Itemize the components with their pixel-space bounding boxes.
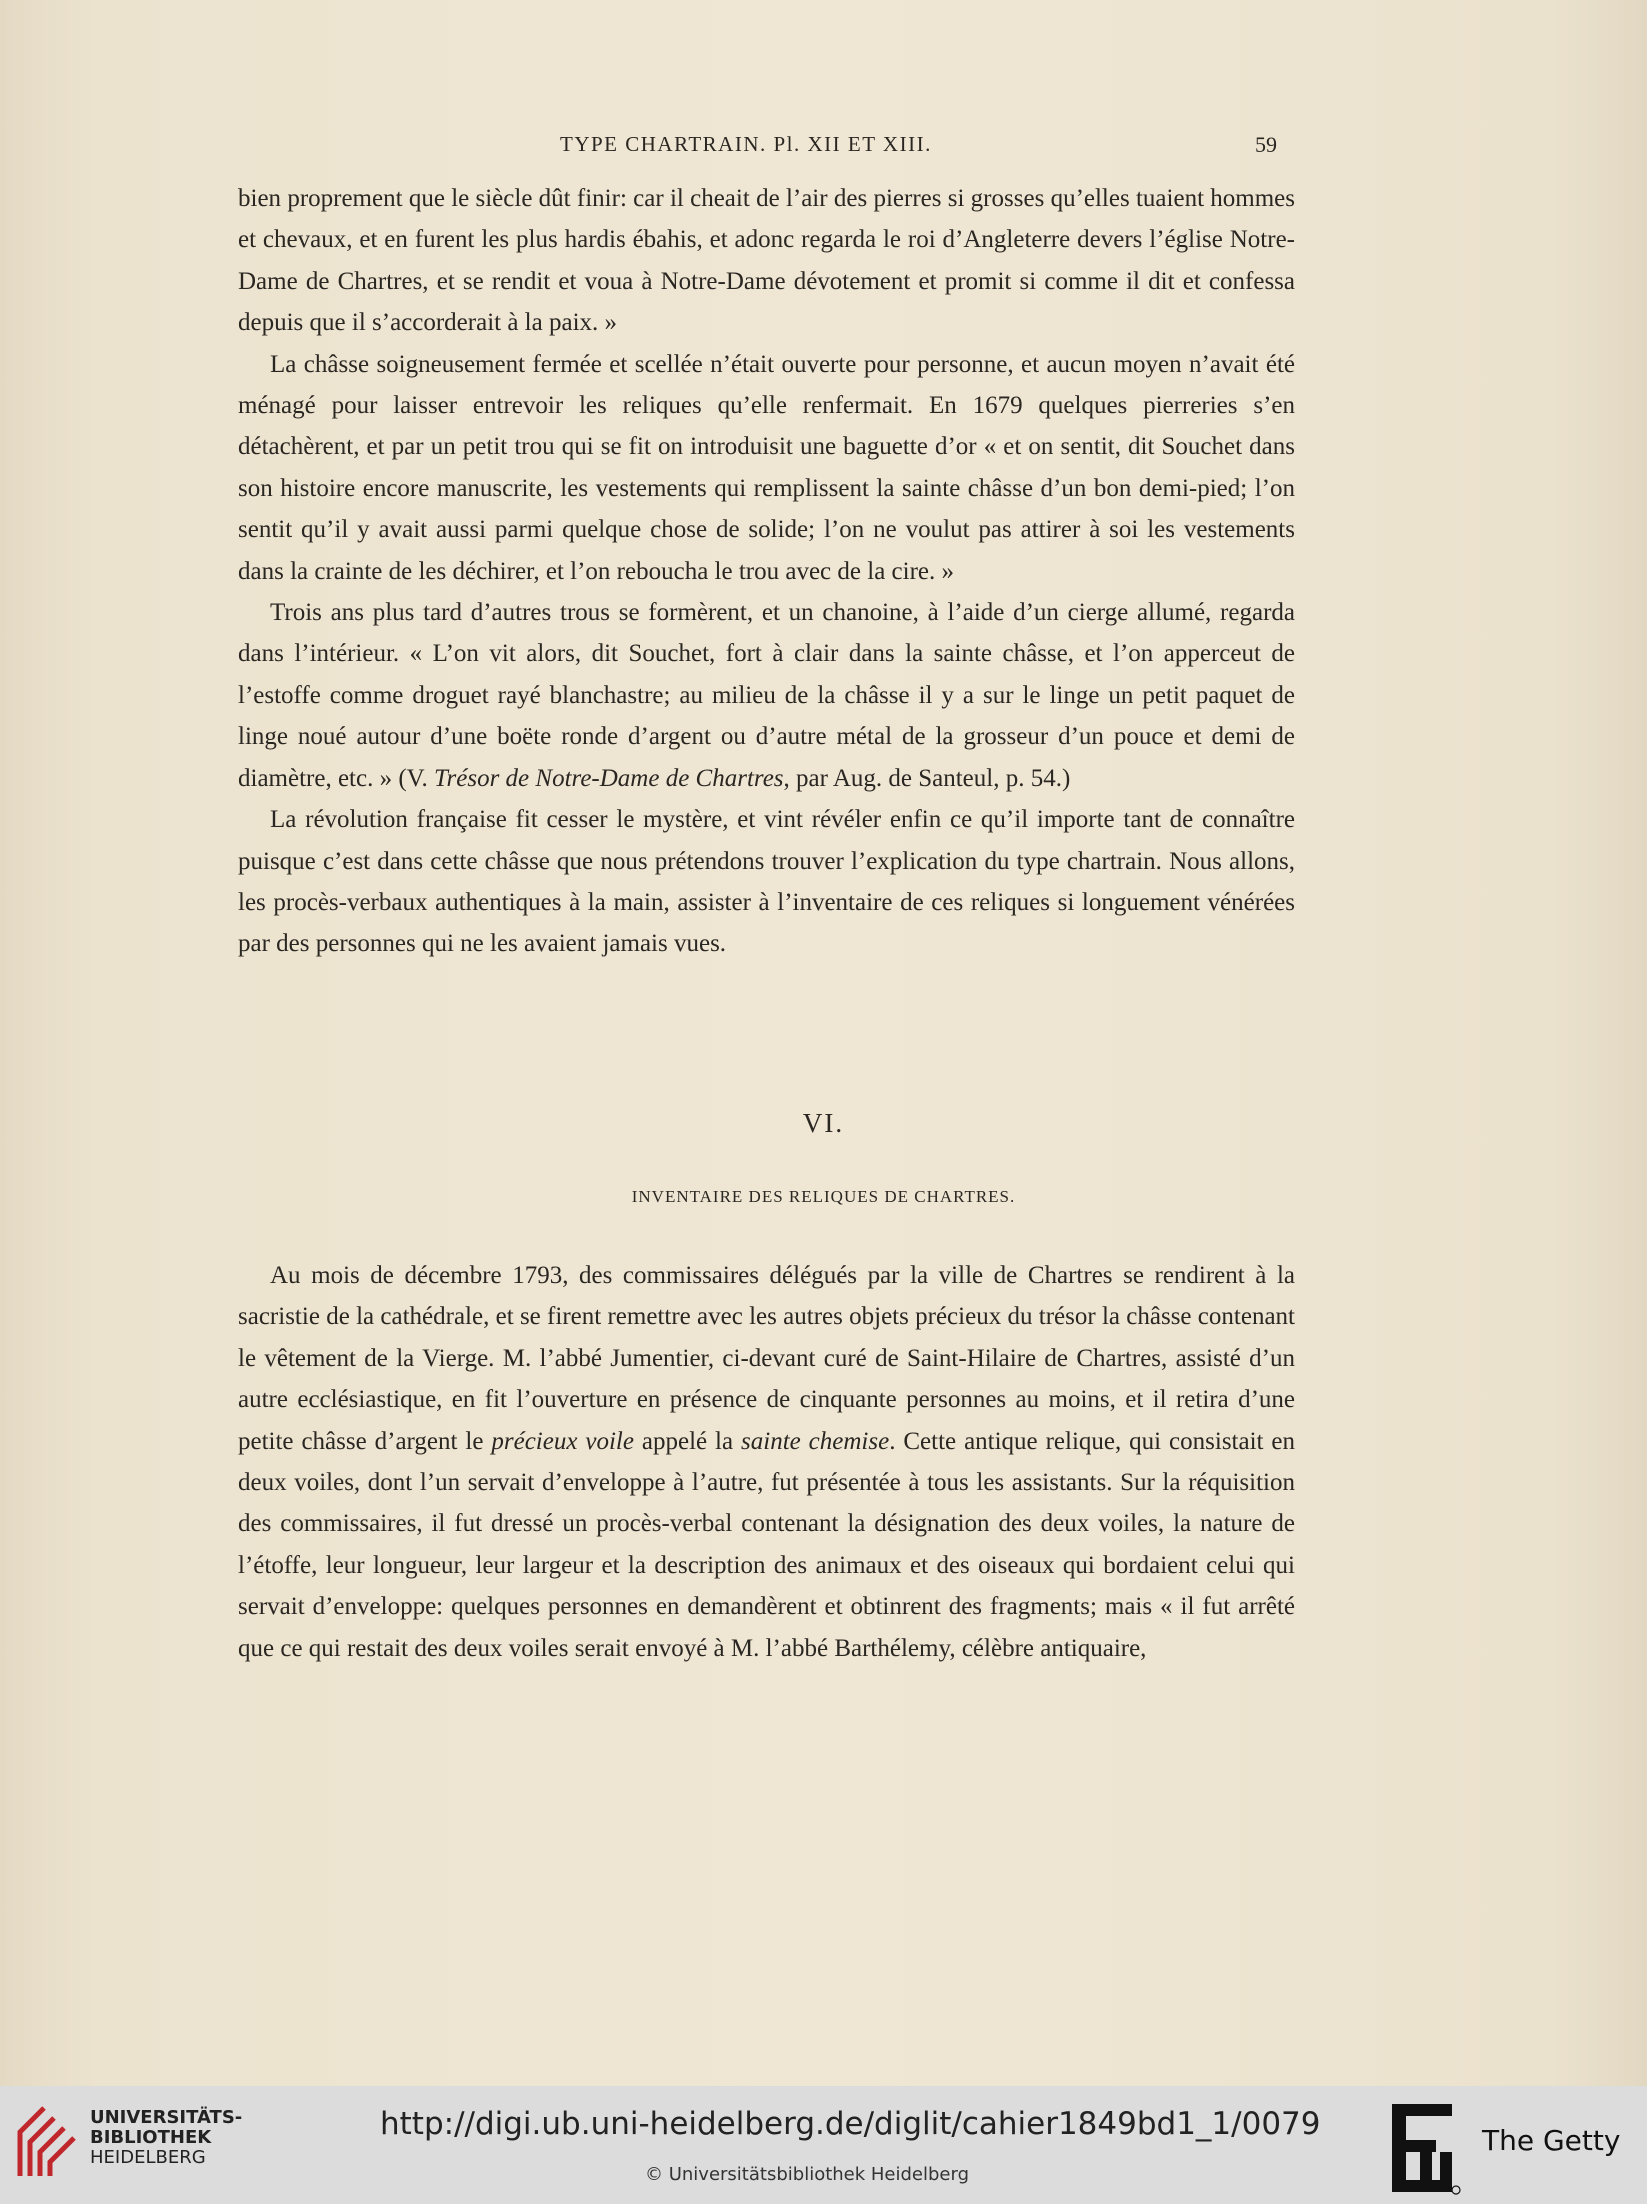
italic-precieux-voile: précieux voile — [491, 1427, 634, 1455]
paragraph-2: La châsse soigneusement fermée et scellée n’était ouverte pour personne, et aucun moyen n’avait été ménagé pour laisser entrevoir les reliques qu’elle renfermait. En 1679 quelques pierreries s’en détachèrent, et par un petit trou qui se fit on introduisit une baguette d’or « et on sentit, dit Souchet dans son histoire encore manuscrite, les vestements qui remplissent la sainte châsse d’un bon demi-pied; l’on sentit qu’il y avait aussi parmi quelque chose de solide; l’on ne voulut pas attirer à soi les vestements dans la crainte de les déchirer, et l’on reboucha le trou avec de la cire. » — [238, 350, 1295, 585]
paragraph-3-text-b: , par Aug. de Santeul, p. 54.) — [783, 764, 1071, 792]
library-name-line-2: BIBLIOTHEK — [90, 2127, 212, 2148]
text-block-lower — [238, 1255, 1295, 1669]
getty-name: The Getty — [1482, 2124, 1621, 2157]
section-title: INVENTAIRE DES RELIQUES DE CHARTRES. — [631, 1187, 1016, 1206]
paragraph-1: bien proprement que le siècle dût finir: car il cheait de l’air des pierres si grosses qu’elles tuaient hommes et chevaux, et en furent les plus hardis ébahis, et adonc regarda le roi d’Angleterre devers l’église Notre-Dame de Chartres, et se rendit et voua à Notre-Dame dévotement et promit si comme il dit et confessa depuis que il s’accorderait à la paix. » — [238, 185, 1295, 337]
paragraph-4: La révolution française fit cesser le mystère, et vint révéler enfin ce qu’il importe tant de connaître puisque c’est dans cette châsse que nous prétendons trouver l’explication du type chartrain. Nous allons, les procès-verbaux authentiques à la main, assister à l’inventaire de ces reliques si longuement vénérées par des personnes qui ne les avaient jamais vues. — [238, 806, 1295, 958]
ub-heidelberg-logo-icon[interactable] — [14, 2102, 78, 2187]
book-title-italic: Trésor de Notre-Dame de Chartres — [434, 764, 784, 792]
italic-sainte-chemise: sainte chemise — [741, 1427, 890, 1455]
digitization-footer — [0, 2086, 1647, 2204]
paragraph-5 — [238, 1255, 1295, 1669]
copyright-notice: © Universitätsbibliothek Heidelberg — [645, 2164, 970, 2185]
section-number: VI. — [802, 1108, 845, 1138]
getty-logo-icon[interactable] — [1386, 2100, 1464, 2201]
paragraph-3 — [238, 592, 1295, 799]
text-block-upper — [238, 178, 1295, 965]
paragraph-5-text-c: . Cette antique relique, qui consistait en deux voiles, dont l’un servait d’enveloppe à l’autre, fut présentée à tous les assistants. Sur la réquisition des commissaires, il fut dressé un procès-verbal contenant la désignation des deux voiles, la nature de l’étoffe, leur longueur, leur largeur et la description des animaux et des oiseaux qui bordaient celui qui servait d’enveloppe: quelques personnes en demandèrent et obtinrent des fragments; mais « il fut arrêté que ce qui restait des deux voiles serait envoyé à M. l’abbé Barthélemy, célèbre antiquaire, — [238, 1427, 1296, 1662]
paragraph-5-text-a: Au mois de décembre 1793, des commissaires délégués par la ville de Chartres se rendirent à la sacristie de la cathédrale, et se firent remettre avec les autres objets précieux du trésor la châsse contenant le vêtement de la Vierge. M. l’abbé Jumentier, ci-devant curé de Saint-Hilaire de Chartres, assisté d’un autre ecclésiastique, en fit l’ouverture en présence de cinquante personnes au moins, et il retira d’une petite châsse d’argent le — [238, 1262, 1295, 1455]
library-name-line-3: HEIDELBERG — [90, 2147, 206, 2168]
running-title: TYPE CHARTRAIN. Pl. XII ET XIII. — [560, 132, 932, 156]
paragraph-3-text-a: Trois ans plus tard d’autres trous se formèrent, et un chanoine, à l’aide d’un cierge allumé, regarda dans l’intérieur. « L’on vit alors, dit Souchet, fort à clair dans la sainte châsse, et l’on apperceut de l’estoffe comme droguet rayé blanchastre; au milieu de la châsse il y a sur le linge un petit paquet de linge noué autour d’une boëte ronde d’argent ou d’autre métal de la grosseur d’un pouce et demi de diamètre, etc. » (V. — [238, 599, 1295, 792]
permalink-url[interactable]: http://digi.ub.uni-heidelberg.de/diglit/cahier1849bd1_1/0079 — [380, 2106, 1321, 2142]
library-name — [90, 2108, 242, 2168]
running-header — [0, 132, 1647, 166]
library-name-line-1: UNIVERSITÄTS- — [90, 2107, 243, 2128]
page-number: 59 — [1255, 132, 1277, 157]
paragraph-5-text-b: appelé la — [633, 1427, 742, 1455]
